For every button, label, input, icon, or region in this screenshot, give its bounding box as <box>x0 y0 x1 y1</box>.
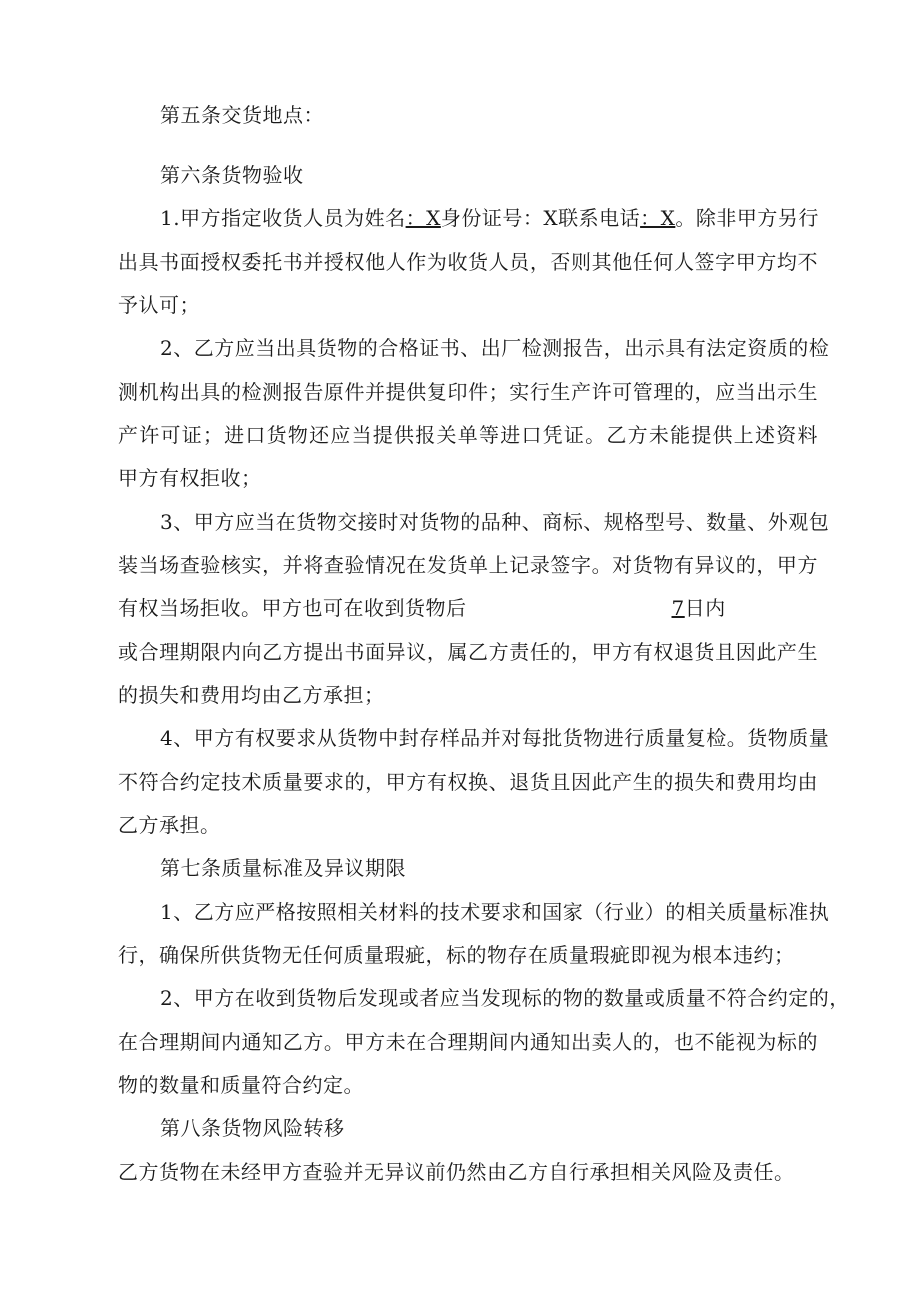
objection-days-value: 7 <box>671 596 685 620</box>
receiver-phone-value: ：X <box>640 206 676 230</box>
article-5-title: 第五条交货地点： <box>160 103 324 127</box>
text-segment: 身份证号：X联系电话 <box>440 206 641 230</box>
article-7-item-1-line-2: 行，确保所供货物无任何质量瑕疵，标的物存在质量瑕疵即视为根本违约； <box>118 943 795 967</box>
text-segment: 日内 <box>684 596 726 620</box>
article-7-item-2-line-3: 物的数量和质量符合约定。 <box>118 1073 364 1097</box>
article-6-item-4-line-1: 4、甲方有权要求从货物中封存样品并对每批货物进行质量复检。货物质量 <box>160 726 830 750</box>
article-7-item-2-line-2: 在合理期间内通知乙方。甲方未在合理期间内通知出卖人的，也不能视为标的 <box>118 1030 818 1054</box>
article-6-item-3-line-4: 或合理期限内向乙方提出书面异议，属乙方责任的，甲方有权退货且因此产生 <box>118 640 818 664</box>
article-8-title: 第八条货物风险转移 <box>160 1116 345 1140</box>
text-segment: 1.甲方指定收货人员为姓名 <box>160 206 406 230</box>
receiver-name-value: ：X <box>405 206 441 230</box>
article-6-item-3-line-5: 的损失和费用均由乙方承担； <box>118 683 385 707</box>
text-segment: 有权当场拒收。甲方也可在收到货物后 <box>118 596 467 620</box>
article-6-item-4-line-2: 不符合约定技术质量要求的，甲方有权换、退货且因此产生的损失和费用均由 <box>118 770 818 794</box>
article-7-item-2-line-1: 2、甲方在收到货物后发现或者应当发现标的物的数量或质量不符合约定的， <box>160 986 850 1010</box>
article-6-item-2-line-2: 测机构出具的检测报告原件并提供复印件；实行生产许可管理的，应当出示生 <box>118 380 818 404</box>
article-6-item-1-line-3: 予认可； <box>118 293 200 317</box>
article-6-item-3-line-3 <box>118 593 818 623</box>
text-segment: 。除非甲方另行 <box>675 206 819 230</box>
article-7-title: 第七条质量标准及异议期限 <box>160 856 406 880</box>
article-6-item-3-line-2: 装当场查验核实，并将查验情况在发货单上记录签字。对货物有异议的，甲方 <box>118 553 818 577</box>
article-6-item-2-line-3: 产许可证；进口货物还应当提供报关单等进口凭证。乙方未能提供上述资料 <box>118 423 818 447</box>
article-6-item-1-line-1 <box>160 203 840 233</box>
article-8-line-1: 乙方货物在未经甲方查验并无异议前仍然由乙方自行承担相关风险及责任。 <box>118 1160 795 1184</box>
article-6-item-2-line-4: 甲方有权拒收； <box>118 466 262 490</box>
article-6-item-4-line-3: 乙方承担。 <box>118 813 221 837</box>
article-6-item-2-line-1: 2、乙方应当出具货物的合格证书、出厂检测报告，出示具有法定资质的检 <box>160 336 830 360</box>
article-7-item-1-line-1: 1、乙方应严格按照相关材料的技术要求和国家（行业）的相关质量标准执 <box>160 900 830 924</box>
article-6-item-3-line-1: 3、甲方应当在货物交接时对货物的品种、商标、规格型号、数量、外观包 <box>160 510 830 534</box>
article-6-item-1-line-2: 出具书面授权委托书并授权他人作为收货人员，否则其他任何人签字甲方均不 <box>118 250 818 274</box>
article-6-title: 第六条货物验收 <box>160 163 304 187</box>
